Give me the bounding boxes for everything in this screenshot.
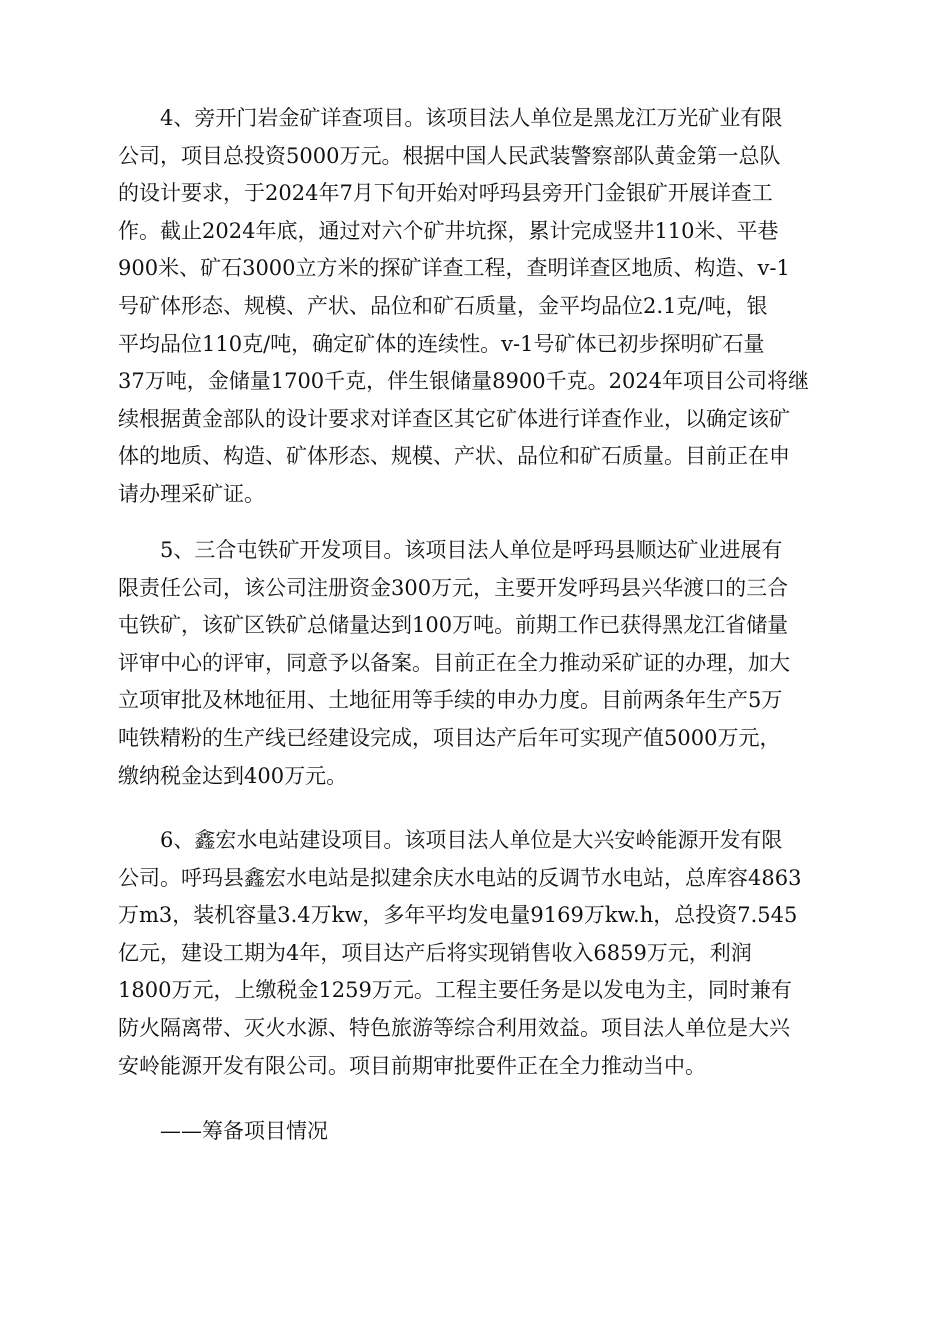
text-line: 续根据黄金部队的设计要求对详查区其它矿体进行详查作业，以确定该矿: [118, 406, 790, 431]
text-line: 体的地质、构造、矿体形态、规模、产状、品位和矿石质量。目前正在申: [118, 444, 790, 469]
text-line: 立项审批及林地征用、土地征用等手续的申办力度。目前两条年生产5万: [118, 688, 783, 713]
text-line: ——筹备项目情况: [118, 1119, 328, 1143]
text-line: 37万吨，金储量1700千克，伴生银储量8900千克。2024年项目公司将继: [118, 369, 810, 394]
text-line: 的设计要求，于2024年7月下旬开始对呼玛县旁开门金银矿开展详查工: [118, 181, 773, 206]
text-line: 屯铁矿，该矿区铁矿总储量达到100万吨。前期工作已获得黑龙江省储量: [118, 613, 789, 638]
text-line: 平均品位110克/吨，确定矿体的连续性。v-1号矿体已初步探明矿石量: [118, 331, 765, 356]
text-line: 万m3，装机容量3.4万kw，多年平均发电量9169万kw.h，总投资7.545: [118, 903, 798, 928]
text-line: 900米、矿石3000立方米的探矿详查工程，查明详查区地质、构造、v-1: [118, 256, 790, 281]
paragraph-project-6: [118, 822, 838, 1085]
text-line: 吨铁精粉的生产线已经建设完成，项目达产后年可实现产值5000万元，: [118, 725, 781, 750]
text-line: 限责任公司，该公司注册资金300万元，主要开发呼玛县兴华渡口的三合: [118, 575, 789, 600]
text-line: 评审中心的评审，同意予以备案。目前正在全力推动采矿证的办理，加大: [118, 650, 790, 675]
text-line: 5、三合屯铁矿开发项目。该项目法人单位是呼玛县顺达矿业进展有: [118, 538, 783, 562]
text-line: 公司，项目总投资5000万元。根据中国人民武装警察部队黄金第一总队: [118, 143, 781, 168]
text-line: 号矿体形态、规模、产状、品位和矿石质量，金平均品位2.1克/吨，银: [118, 293, 768, 318]
text-line: 防火隔离带、灭火水源、特色旅游等综合利用效益。项目法人单位是大兴: [118, 1015, 790, 1040]
paragraph-project-5: [118, 532, 838, 795]
text-line: 作。截止2024年底，通过对六个矿井坑探，累计完成竖井110米、平巷: [118, 218, 779, 243]
text-line: 安岭能源开发有限公司。项目前期审批要件正在全力推动当中。: [118, 1053, 706, 1078]
text-line: 公司。呼玛县鑫宏水电站是拟建余庆水电站的反调节水电站，总库容4863: [118, 865, 802, 890]
text-line: 1800万元，上缴税金1259万元。工程主要任务是以发电为主，同时兼有: [118, 978, 792, 1003]
text-line: 缴纳税金达到400万元。: [118, 763, 348, 788]
section-heading-preparatory-projects: [118, 1113, 838, 1151]
text-line: 亿元，建设工期为4年，项目达产后将实现销售收入6859万元，利润: [118, 940, 752, 965]
text-line: 请办理采矿证。: [118, 481, 265, 506]
text-line: 4、旁开门岩金矿详查项目。该项目法人单位是黑龙江万光矿业有限: [118, 106, 783, 130]
text-line: 6、鑫宏水电站建设项目。该项目法人单位是大兴安岭能源开发有限: [118, 828, 783, 852]
paragraph-project-4: [118, 100, 838, 514]
